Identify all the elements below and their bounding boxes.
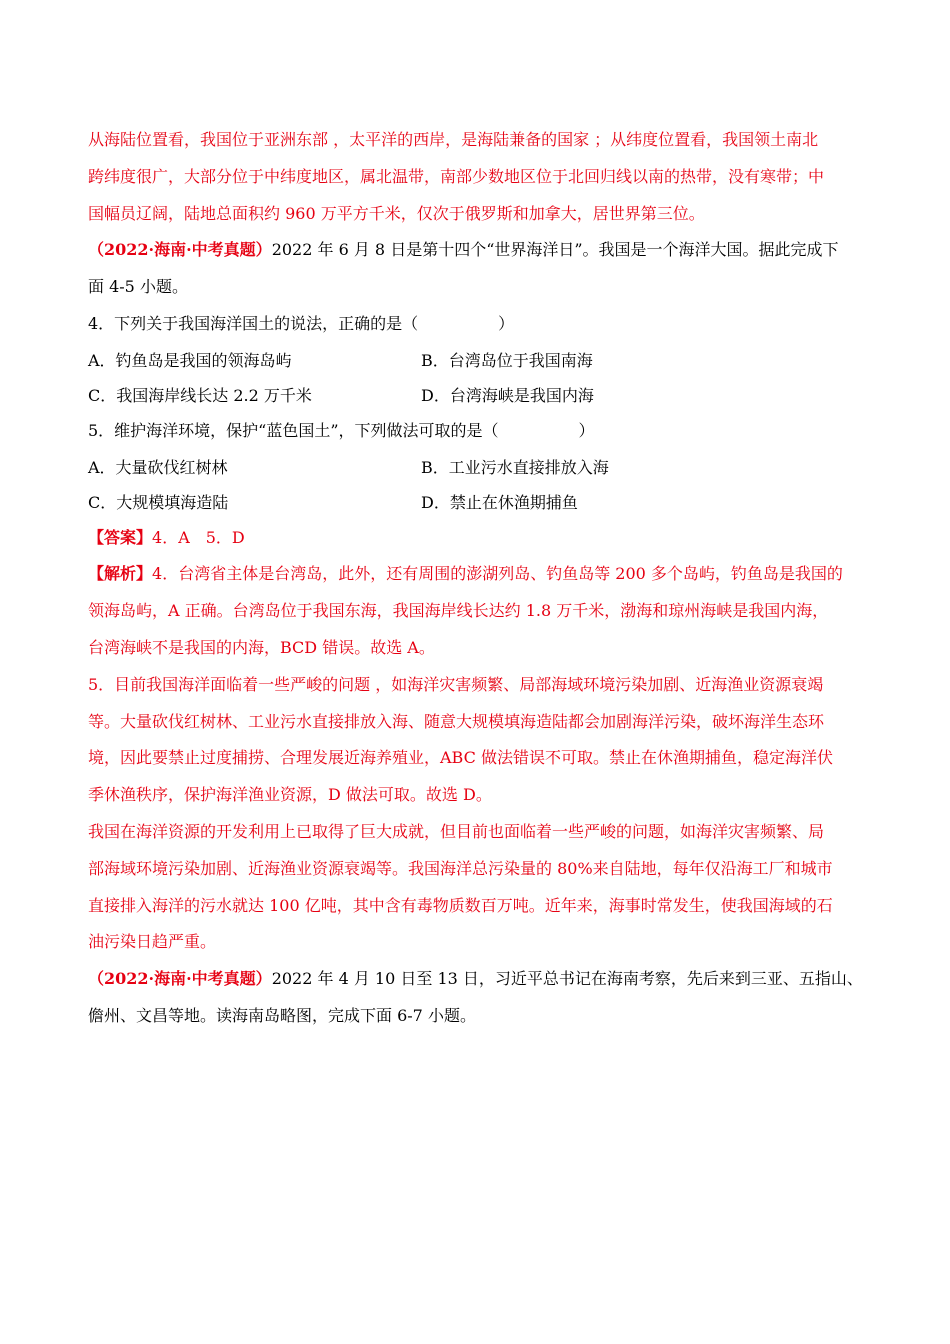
question-intro-text: 2022 年 4 月 10 日至 13 日，习近平总书记在海南考察，先后来到三亚、五指山、 xyxy=(271,969,863,989)
question-intro-text: 面 4-5 小题。 xyxy=(88,277,188,297)
answer-label: 【答案】 xyxy=(88,527,153,547)
analysis-line: 境，因此要禁止过度捕捞、合理发展近海养殖业，ABC 做法错误不可取。禁止在休渔期捕鱼，稳定海洋伏 xyxy=(88,748,833,768)
option-c: C．大规模填海造陆 xyxy=(88,492,229,512)
option-b: B．工业污水直接排放入海 xyxy=(421,457,609,477)
extra-explanation-line: 我国在海洋资源的开发利用上已取得了巨大成就，但目前也面临着一些严峻的问题，如海洋灾害频繁、局 xyxy=(88,821,825,841)
option-b: B．台湾岛位于我国南海 xyxy=(421,350,593,370)
question-4-options-row xyxy=(88,343,866,378)
extra-explanation-line: 部海域环境污染加剧、近海渔业资源衰竭等。我国海洋总污染量的 80%来自陆地，每年仅沿海工厂和城市 xyxy=(88,858,833,878)
analysis-line: 5．目前我国海洋面临着一些严峻的问题 ，如海洋灾害频繁、局部海域环境污染加剧、近海渔业资源衰竭 xyxy=(88,674,824,694)
option-d: D．禁止在休渔期捕鱼 xyxy=(421,492,578,512)
extra-explanation-line: 直接排入海洋的污水就达 100 亿吨，其中含有毒物质数百万吨。近年来，海事时常发生，使我国海域的石 xyxy=(88,895,833,915)
intro-explanation-line: 跨纬度很广，大部分位于中纬度地区，属北温带，南部少数地区位于北回归线以南的热带，没有寒带；中 xyxy=(88,166,825,186)
question-source: （2022·海南·中考真题） xyxy=(88,240,272,260)
document-page xyxy=(88,122,866,1035)
intro-explanation-line: 国幅员辽阔，陆地总面积约 960 万平方千米，仅次于俄罗斯和加拿大，居世界第三位。 xyxy=(88,203,705,223)
question-intro-text: 2022 年 6 月 8 日是第十四个“世界海洋日”。我国是一个海洋大国。据此完成下 xyxy=(271,240,839,260)
answer-text: 4．A 5．D xyxy=(152,527,245,547)
intro-explanation-line: 从海陆位置看，我国位于亚洲东部 ，太平洋的西岸，是海陆兼备的国家 ；从纬度位置看，我国领土南北 xyxy=(88,130,819,149)
option-a: A．大量砍伐红树林 xyxy=(88,457,228,477)
question-5-options-row xyxy=(88,485,866,520)
question-4-stem: 4．下列关于我国海洋国土的说法，正确的是（ ） xyxy=(88,313,515,333)
analysis-line: 领海岛屿，A 正确。台湾岛位于我国东海，我国海岸线长达约 1.8 万千米，渤海和琼州海峡是我国内海， xyxy=(88,601,829,621)
option-a: A．钓鱼岛是我国的领海岛屿 xyxy=(88,350,292,370)
analysis-line xyxy=(88,556,866,593)
analysis-line: 季休渔秩序，保护海洋渔业资源，D 做法可取。故选 D。 xyxy=(88,785,492,805)
question-4-options-row xyxy=(88,378,866,413)
question-intro-4-5 xyxy=(88,232,866,269)
question-intro-6-7 xyxy=(88,961,866,998)
analysis-line: 等。大量砍伐红树林、工业污水直接排放入海、随意大规模填海造陆都会加剧海洋污染，破坏海洋生态环 xyxy=(88,711,825,731)
option-d: D．台湾海峡是我国内海 xyxy=(421,385,594,405)
answer-line xyxy=(88,520,866,557)
question-source: （2022·海南·中考真题） xyxy=(88,969,272,989)
option-c: C．我国海岸线长达 2.2 万千米 xyxy=(88,385,312,405)
analysis-line: 台湾海峡不是我国的内海，BCD 错误。故选 A。 xyxy=(88,637,435,657)
analysis-text: 4．台湾省主体是台湾岛，此外，还有周围的澎湖列岛、钓鱼岛等 200 多个岛屿，钓鱼岛是我国的 xyxy=(152,564,843,584)
question-intro-text: 儋州、文昌等地。读海南岛略图，完成下面 6-7 小题。 xyxy=(88,1005,476,1025)
analysis-label: 【解析】 xyxy=(88,564,153,584)
question-5-options-row xyxy=(88,450,866,485)
extra-explanation-line: 油污染日趋严重。 xyxy=(88,932,217,952)
question-5-stem: 5．维护海洋环境，保护“蓝色国土”，下列做法可取的是（ ） xyxy=(88,420,595,440)
